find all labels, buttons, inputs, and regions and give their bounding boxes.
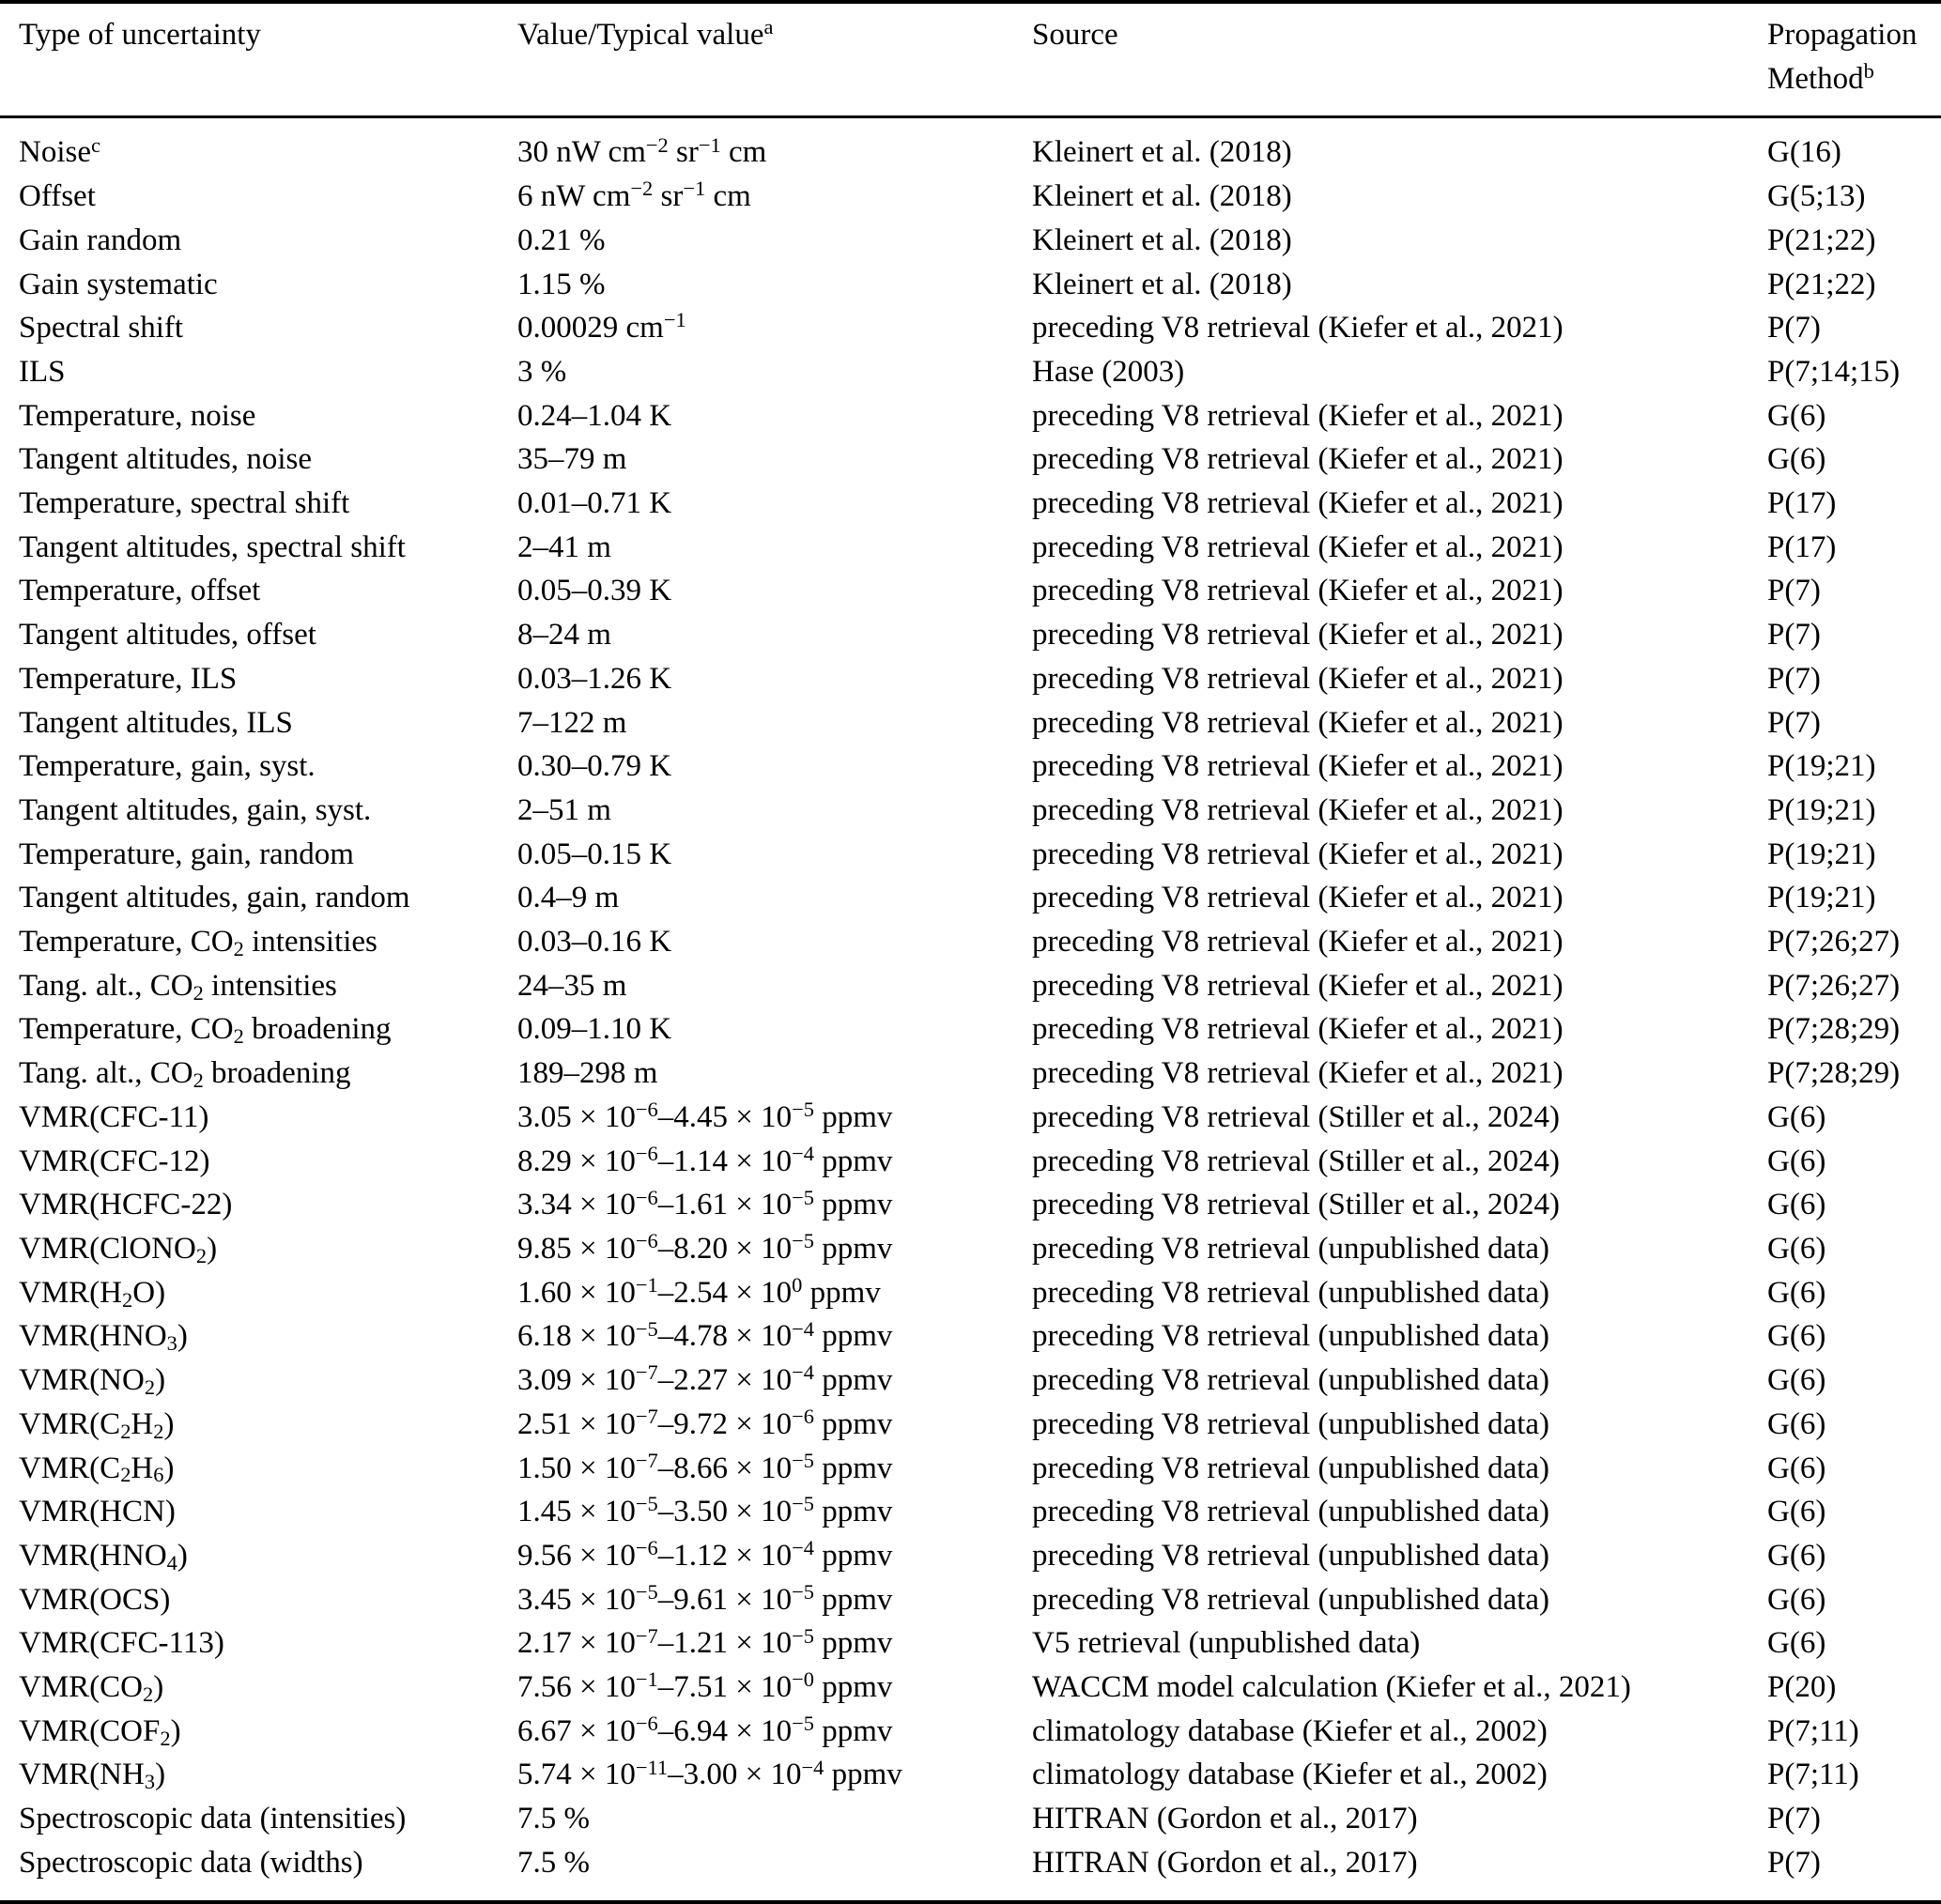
cell-value: $2.17 \times 10^{-7}-1.21 \times 10^{-5}$ ppmv (517, 1623, 893, 1661)
cell-method: P(17) (1767, 530, 1837, 564)
cell-source: HITRAN (Gordon et al., 2017) (1032, 1845, 1418, 1880)
cell-method: P(7;11) (1767, 1758, 1859, 1792)
table-row (0, 613, 1941, 657)
cell-type: Noise$^c$ (19, 132, 100, 170)
cell-value: 7.5 % (517, 1845, 590, 1880)
cell-method: P(19;21) (1767, 837, 1876, 871)
cell-source: preceding V8 retrieval (Stiller et al., 2024) (1032, 1144, 1561, 1178)
cell-type: ILS (19, 354, 66, 389)
table-row (0, 306, 1941, 350)
cell-value: 6 nW $cm^{-2}$ $sr^{-1}$ cm (517, 177, 751, 214)
cell-method: P(17) (1767, 486, 1837, 521)
cell-value: $3.05 \times 10^{-6}-4.45 \times 10^{-5}$ ppmv (517, 1098, 893, 1134)
cell-source: preceding V8 retrieval (Stiller et al., 2024) (1032, 1188, 1561, 1222)
cell-method: G(6) (1767, 1231, 1826, 1266)
cell-value: $1.60 \times 10^{-1}-2.54 \times 10^0$ ppmv (517, 1272, 881, 1310)
table-row (0, 1710, 1941, 1754)
cell-value: $8.29 \times 10^{-6}-1.14 \times 10^{-4}$ ppmv (517, 1141, 893, 1178)
cell-type: Temperature, offset (19, 574, 261, 608)
cell-type: Spectroscopic data (widths) (19, 1845, 363, 1880)
cell-type: $VMR(C_2H_2)$ (19, 1406, 175, 1443)
cell-value: 0.09–1.10 K (517, 1012, 672, 1047)
cell-value: 30 nW $cm^{-2}$ $sr^{-1}$ cm (517, 132, 767, 170)
cell-value: $2.51 \times 10^{-7}-9.72 \times 10^{-6}$ ppmv (517, 1405, 893, 1441)
cell-method: P(7) (1767, 311, 1821, 345)
cell-source: preceding V8 retrieval (Kiefer et al., 2021) (1032, 749, 1564, 784)
cell-value: 0.4–9 m (517, 881, 620, 915)
cell-type: $VMR(HNO_3)$ (19, 1319, 188, 1356)
cell-type: $VMR(C_2H_6)$ (19, 1451, 175, 1487)
cell-type: Spectral shift (19, 311, 184, 345)
cell-value: $3.45 \times 10^{-5}-9.61 \times 10^{-5}$ ppmv (517, 1579, 893, 1617)
cell-type: VMR(HCFC-22) (19, 1188, 233, 1222)
col-header-type-of-uncertainty: Type of uncertainty (0, 2, 517, 117)
cell-type: Temperature, gain, syst. (19, 749, 316, 784)
cell-source: preceding V8 retrieval (Kiefer et al., 2021) (1032, 661, 1564, 696)
cell-source: HITRAN (Gordon et al., 2017) (1032, 1802, 1418, 1836)
cell-value: $6.67 \times 10^{-6}-6.94 \times 10^{-5}$ ppmv (517, 1711, 893, 1748)
table-row (0, 1007, 1941, 1052)
cell-type: Spectroscopic data (intensities) (19, 1802, 407, 1836)
cell-method: G(6) (1767, 442, 1826, 477)
cell-method: G(6) (1767, 1319, 1826, 1354)
table-row (0, 876, 1941, 920)
table-row (0, 569, 1941, 613)
cell-source: preceding V8 retrieval (unpublished data) (1032, 1231, 1550, 1266)
cell-type: Tangent altitudes, gain, syst. (19, 792, 372, 827)
table-row (0, 394, 1941, 438)
cell-source: Kleinert et al. (2018) (1032, 267, 1292, 301)
cell-type: VMR(CFC-12) (19, 1144, 210, 1178)
cell-value: 7.5 % (517, 1802, 590, 1836)
cell-value: 2–41 m (517, 530, 611, 564)
table-row (0, 263, 1941, 307)
cell-value: 0.30–0.79 K (517, 749, 672, 784)
cell-type: Gain random (19, 223, 182, 257)
table-row (0, 482, 1941, 526)
cell-source: preceding V8 retrieval (unpublished data) (1032, 1406, 1550, 1441)
cell-source: WACCM model calculation (Kiefer et al., 2021) (1032, 1670, 1631, 1705)
cell-source: preceding V8 retrieval (Kiefer et al., 2021) (1032, 968, 1564, 1003)
cell-value: 0.01–0.71 K (517, 486, 672, 521)
cell-method: G(16) (1767, 135, 1841, 170)
table-row (0, 1534, 1941, 1578)
cell-value: 8–24 m (517, 618, 611, 653)
cell-value: 3 % (517, 354, 567, 389)
cell-type: Offset (19, 179, 96, 214)
table-row (0, 701, 1941, 745)
cell-source: preceding V8 retrieval (Kiefer et al., 2021) (1032, 792, 1564, 827)
cell-value: $3.09 \times 10^{-7}-2.27 \times 10^{-4}$ ppmv (517, 1360, 893, 1398)
cell-type: $VMR(COF_2)$ (19, 1713, 181, 1750)
cell-source: preceding V8 retrieval (Kiefer et al., 2021) (1032, 398, 1564, 433)
cell-method: G(6) (1767, 1099, 1826, 1134)
table-row (0, 1183, 1941, 1227)
cell-value: $9.85 \times 10^{-6}-8.20 \times 10^{-5}$ ppmv (517, 1229, 893, 1266)
cell-method: G(6) (1767, 1495, 1826, 1529)
cell-type: Temperature, gain, random (19, 837, 354, 871)
table-row (0, 1314, 1941, 1359)
cell-source: climatology database (Kiefer et al., 2002) (1032, 1758, 1548, 1792)
cell-value: 35–79 m (517, 442, 627, 477)
cell-value: 0.05–0.39 K (517, 574, 672, 608)
cell-source: preceding V8 retrieval (Kiefer et al., 2021) (1032, 442, 1564, 477)
cell-source: preceding V8 retrieval (Kiefer et al., 2021) (1032, 837, 1564, 871)
cell-source: preceding V8 retrieval (Kiefer et al., 2021) (1032, 705, 1564, 740)
cell-method: P(21;22) (1767, 267, 1876, 301)
cell-type: VMR(HCN) (19, 1495, 176, 1529)
cell-value: 1.15 % (517, 267, 606, 301)
table-row (0, 1403, 1941, 1447)
cell-value: 0.21 % (517, 223, 606, 257)
cell-method: G(6) (1767, 398, 1826, 433)
cell-type: VMR(CFC-11) (19, 1099, 209, 1134)
table-row (0, 657, 1941, 701)
table-row (0, 1227, 1941, 1271)
cell-type: Tangent altitudes, gain, random (19, 881, 410, 915)
cell-method: P(7) (1767, 1802, 1821, 1836)
cell-type: Temperature, $CO_2$ intensities (19, 925, 377, 960)
cell-type: VMR(CFC-113) (19, 1626, 224, 1661)
cell-method: P(21;22) (1767, 223, 1876, 257)
cell-type: Tang. alt., $CO_2$ broadening (19, 1056, 351, 1093)
cell-source: preceding V8 retrieval (unpublished data) (1032, 1495, 1550, 1529)
cell-value: 189–298 m (517, 1056, 658, 1091)
table-row (0, 745, 1941, 789)
col-header-propagation-method: Propagation Method$^b$ (1767, 2, 1941, 117)
cell-source: preceding V8 retrieval (Stiller et al., 2024) (1032, 1099, 1561, 1134)
cell-type: Temperature, $CO_2$ broadening (19, 1012, 392, 1049)
cell-type: $VMR(H_2O)$ (19, 1275, 166, 1312)
cell-value: 0.24–1.04 K (517, 398, 672, 433)
cell-method: G(6) (1767, 1626, 1826, 1661)
cell-method: P(19;21) (1767, 792, 1876, 827)
table-row (0, 1271, 1941, 1315)
cell-value: 0.03–1.26 K (517, 661, 672, 696)
table-row (0, 526, 1941, 570)
table-row (0, 1753, 1941, 1797)
table-row (0, 964, 1941, 1008)
cell-type: Tangent altitudes, ILS (19, 705, 293, 740)
cell-value: $1.50 \times 10^{-7}-8.66 \times 10^{-5}$ ppmv (517, 1448, 893, 1485)
cell-method: P(7) (1767, 661, 1821, 696)
table-row (0, 1052, 1941, 1096)
cell-method: G(6) (1767, 1451, 1826, 1485)
cell-type: Tangent altitudes, offset (19, 618, 316, 653)
cell-value: $7.56 \times 10^{-1}-7.51 \times 10^{-0}$ ppmv (517, 1667, 893, 1705)
cell-method: G(6) (1767, 1363, 1826, 1398)
table-row (0, 1359, 1941, 1403)
table-row (0, 175, 1941, 219)
cell-source: preceding V8 retrieval (unpublished data) (1032, 1582, 1550, 1617)
cell-type: $VMR(CO_2)$ (19, 1670, 164, 1706)
cell-method: G(5;13) (1767, 179, 1866, 214)
cell-method: G(6) (1767, 1144, 1826, 1178)
cell-source: preceding V8 retrieval (Kiefer et al., 2021) (1032, 574, 1564, 608)
table-row (0, 1140, 1941, 1184)
cell-type: Tangent altitudes, noise (19, 442, 313, 477)
cell-source: preceding V8 retrieval (unpublished data) (1032, 1319, 1550, 1354)
cell-type: Temperature, noise (19, 398, 256, 433)
cell-source: climatology database (Kiefer et al., 2002) (1032, 1713, 1548, 1748)
table-row (0, 1666, 1941, 1710)
cell-method: P(7) (1767, 705, 1821, 740)
cell-value: 0.03–0.16 K (517, 925, 672, 960)
table-row (0, 117, 1941, 175)
cell-type: $VMR(NH_3)$ (19, 1758, 166, 1794)
cell-method: P(19;21) (1767, 749, 1876, 784)
table-row (0, 350, 1941, 394)
table-header (0, 2, 1941, 117)
cell-type: Tang. alt., $CO_2$ intensities (19, 968, 337, 1005)
cell-value: $9.56 \times 10^{-6}-1.12 \times 10^{-4}$ ppmv (517, 1536, 893, 1573)
cell-value: 7–122 m (517, 705, 627, 740)
cell-source: preceding V8 retrieval (Kiefer et al., 2021) (1032, 530, 1564, 564)
cell-value: 0.00029 $cm^{-1}$ (517, 308, 686, 345)
table-row (0, 1578, 1941, 1622)
cell-source: Kleinert et al. (2018) (1032, 135, 1292, 170)
table-row (0, 438, 1941, 482)
cell-method: G(6) (1767, 1582, 1826, 1617)
cell-method: P(7;11) (1767, 1713, 1859, 1748)
cell-source: preceding V8 retrieval (Kiefer et al., 2021) (1032, 486, 1564, 521)
cell-method: P(7;26;27) (1767, 968, 1901, 1003)
cell-value: 0.05–0.15 K (517, 837, 672, 871)
col-header-source: Source (1032, 2, 1767, 117)
table-row (0, 1447, 1941, 1491)
cell-method: P(7;14;15) (1767, 354, 1901, 389)
cell-method: G(6) (1767, 1275, 1826, 1310)
col-header-value-typical-value: Value/Typical value$^a$ (517, 2, 1032, 117)
cell-method: P(7;28;29) (1767, 1056, 1901, 1091)
table-row (0, 833, 1941, 877)
cell-source: preceding V8 retrieval (Kiefer et al., 2021) (1032, 1056, 1564, 1091)
cell-method: P(7;26;27) (1767, 925, 1901, 960)
cell-method: P(7;28;29) (1767, 1012, 1901, 1047)
table-row (0, 1797, 1941, 1841)
cell-method: G(6) (1767, 1188, 1826, 1222)
cell-method: P(19;21) (1767, 881, 1876, 915)
cell-value: $1.45 \times 10^{-5}-3.50 \times 10^{-5}$ ppmv (517, 1492, 893, 1529)
cell-type: Temperature, spectral shift (19, 486, 350, 521)
cell-source: preceding V8 retrieval (Kiefer et al., 2021) (1032, 881, 1564, 915)
cell-source: preceding V8 retrieval (unpublished data) (1032, 1451, 1550, 1485)
cell-source: Kleinert et al. (2018) (1032, 223, 1292, 257)
cell-value: 24–35 m (517, 968, 627, 1003)
table-row (0, 789, 1941, 833)
cell-source: Hase (2003) (1032, 354, 1185, 389)
cell-type: Temperature, ILS (19, 661, 238, 696)
table-row (0, 1096, 1941, 1140)
cell-type: $VMR(HNO_4)$ (19, 1538, 188, 1574)
cell-type: VMR(OCS) (19, 1582, 171, 1617)
cell-method: G(6) (1767, 1406, 1826, 1441)
cell-source: preceding V8 retrieval (Kiefer et al., 2021) (1032, 1012, 1564, 1047)
table-row (0, 1621, 1941, 1666)
header-row (0, 2, 1941, 117)
cell-source: V5 retrieval (unpublished data) (1032, 1626, 1421, 1661)
cell-method: G(6) (1767, 1538, 1826, 1573)
cell-source: Kleinert et al. (2018) (1032, 179, 1292, 214)
cell-type: Tangent altitudes, spectral shift (19, 530, 406, 564)
table-row (0, 219, 1941, 263)
cell-type: VMR(ClONO$_2$) (19, 1231, 218, 1267)
cell-source: preceding V8 retrieval (Kiefer et al., 2021) (1032, 311, 1564, 345)
cell-value: 2–51 m (517, 792, 611, 827)
cell-method: P(20) (1767, 1670, 1837, 1705)
table-row (0, 1841, 1941, 1902)
table-row (0, 920, 1941, 964)
cell-value: $3.34 \times 10^{-6}-1.61 \times 10^{-5}$ ppmv (517, 1185, 893, 1222)
cell-method: P(7) (1767, 1845, 1821, 1880)
cell-source: preceding V8 retrieval (unpublished data) (1032, 1363, 1550, 1398)
table-body (0, 117, 1941, 1902)
cell-value: $6.18 \times 10^{-5}-4.78 \times 10^{-4}$ ppmv (517, 1316, 893, 1354)
cell-source: preceding V8 retrieval (unpublished data) (1032, 1275, 1550, 1310)
cell-source: preceding V8 retrieval (unpublished data) (1032, 1538, 1550, 1573)
cell-type: Gain systematic (19, 267, 218, 301)
cell-method: P(7) (1767, 574, 1821, 608)
cell-type: $VMR(NO_2)$ (19, 1363, 166, 1400)
table-row (0, 1490, 1941, 1534)
cell-source: preceding V8 retrieval (Kiefer et al., 2021) (1032, 925, 1564, 960)
cell-source: preceding V8 retrieval (Kiefer et al., 2021) (1032, 618, 1564, 653)
cell-method: P(7) (1767, 618, 1821, 653)
cell-value: $5.74 \times 10^{-11}-3.00 \times 10^{-4}$ ppmv (517, 1755, 902, 1792)
